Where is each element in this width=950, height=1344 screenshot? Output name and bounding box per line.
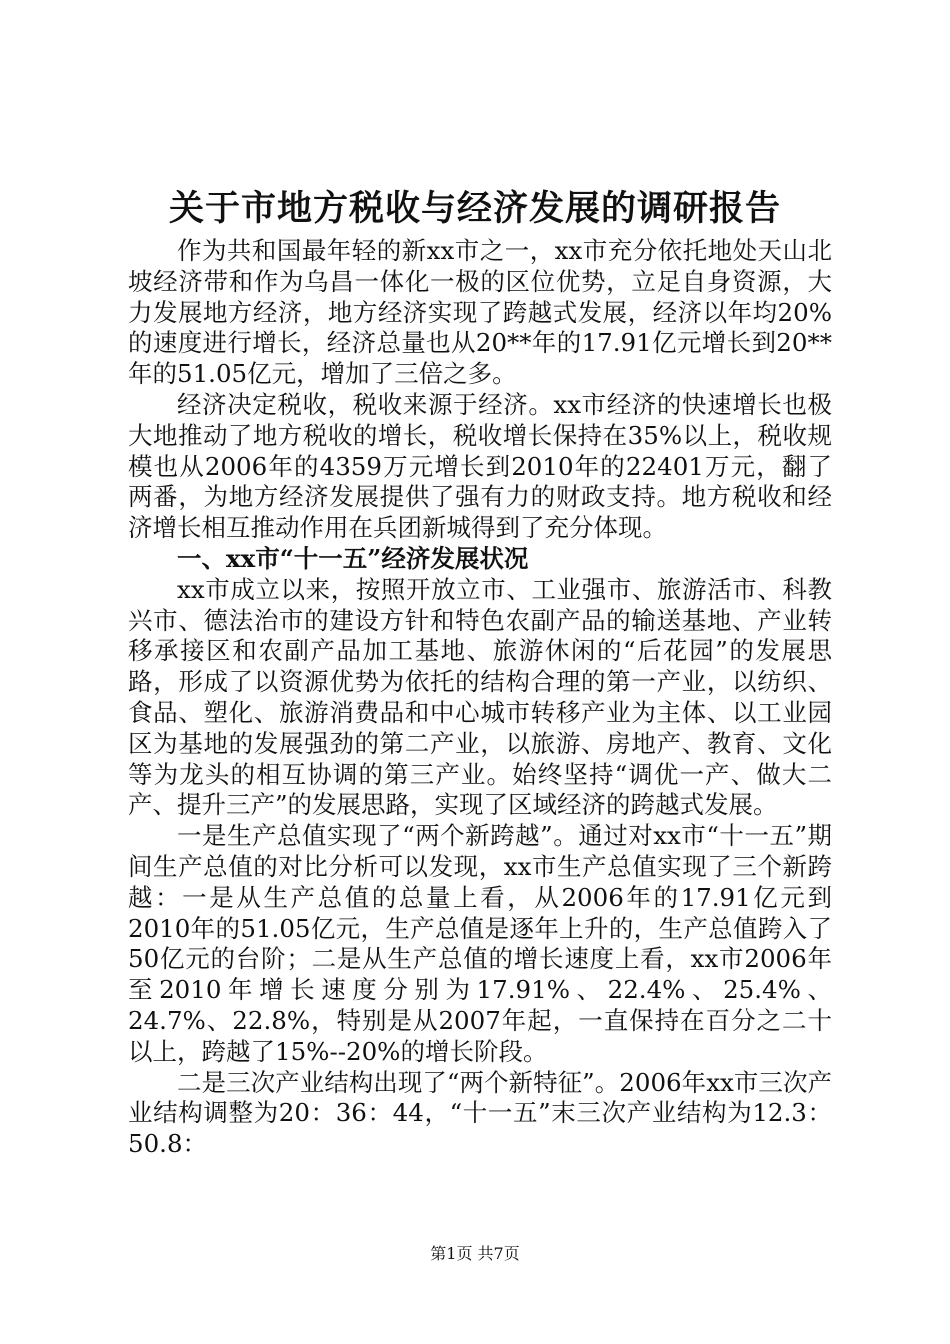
- page-footer: 第1页 共7页: [430, 1244, 520, 1263]
- paragraph-intro: 作为共和国最年轻的新xx市之一，xx市充分依托地处天山北坡经济带和作为乌昌一体化一极的区位优势，立足自身资源，大力发展地方经济，地方经济实现了跨越式发展，经济以年均20%的速度进行增长，经济总量也从20**年的17.91亿元增长到20**年的51.05亿元，增加了三倍之多。: [128, 236, 832, 389]
- section-heading-1: 一、xx市“十一五”经济发展状况: [177, 543, 529, 573]
- paragraph-development-strategy: xx市成立以来，按照开放立市、工业强市、旅游活市、科教兴市、德法治市的建设方针和特色农副产品的输送基地、产业转移承接区和农副产品加工基地、旅游休闲的“后花园”的发展思路，形成了以资源优势为依托的结构合理的第一产业，以纺织、食品、塑化、旅游消费品和中心城市转移产业为主体、以工业园区为基地的发展强劲的第二产业，以旅游、房地产、教育、文化等为龙头的相互协调的第三产业。始终坚持“调优一产、做大二产、提升三产”的发展思路，实现了区域经济的跨越式发展。: [128, 574, 832, 820]
- document-body: [128, 236, 832, 1160]
- paragraph-industry-structure: 二是三次产业结构出现了“两个新特征”。2006年xx市三次产业结构调整为20：36：44，“十一五”末三次产业结构为12.3：50.8：: [128, 1067, 832, 1159]
- paragraph-tax-economy: 经济决定税收，税收来源于经济。xx市经济的快速增长也极大地推动了地方税收的增长，税收增长保持在35%以上，税收规模也从2006年的4359万元增长到2010年的22401万元，翻了两番，为地方经济发展提供了强有力的财政支持。地方税收和经济增长相互推动作用在兵团新城得到了充分体现。: [128, 389, 832, 543]
- paragraph-gdp-leap: 一是生产总值实现了“两个新跨越”。通过对xx市“十一五”期间生产总值的对比分析可以发现，xx市生产总值实现了三个新跨越：一是从生产总值的总量上看，从2006年的17.91亿元到2010年的51.05亿元，生产总值是逐年上升的，生产总值跨入了50亿元的台阶；二是从生产总值的增长速度上看，xx市2006年至2010年增长速度分别为17.91%、22.4%、25.4%、24.7%、22.8%，特别是从2007年起，一直保持在百分之二十以上，跨越了15%--20%的增长阶段。: [128, 821, 832, 1066]
- document-title: 关于市地方税收与经济发展的调研报告: [168, 188, 781, 229]
